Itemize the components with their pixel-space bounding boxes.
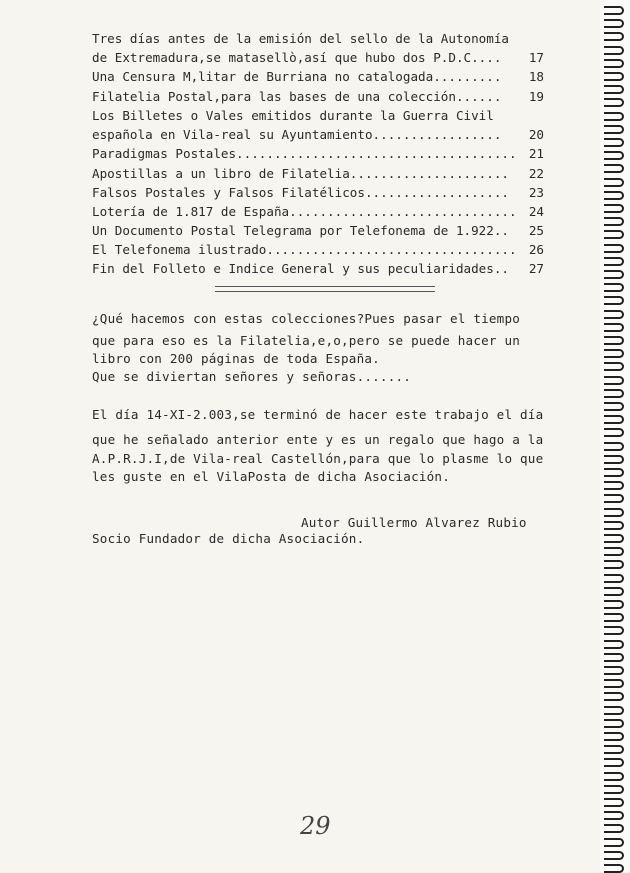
toc-entry-page: 18 [525,68,544,85]
toc-row [92,260,544,277]
spiral-ring [604,772,624,781]
spiral-ring [604,653,624,662]
toc-entry-page: 22 [525,165,544,182]
toc-entry-title: Los Billetes o Vales emitidos durante la Guerra Civil [92,108,494,123]
paragraph1-line-1: ¿Qué hacemos con estas colecciones?Pues pasar el tiempo [92,311,521,326]
toc-entry-title: Tres días antes de la emisión del sello de la Autonomía [92,31,510,46]
paragraph1-line-4: Que se diviertan señores y señoras....... [92,369,412,384]
toc-row [92,49,544,66]
spiral-ring [604,785,624,794]
spiral-ring [604,574,624,583]
paragraph2-line-1: El día 14-XI-2.003,se terminó de hacer este trabajo el día [92,407,544,422]
spiral-ring [604,851,624,860]
spiral-ring [604,455,624,464]
spiral-ring [604,600,624,609]
toc-entry-page: 20 [525,126,544,143]
paragraph1-line-3: libro con 200 páginas de toda España. [92,351,380,366]
spiral-ring [604,19,624,28]
spiral-ring [604,587,624,596]
spiral-ring [604,244,624,253]
spiral-ring [604,534,624,543]
spiral-ring [604,72,624,81]
toc-entry-page: 26 [525,241,544,258]
toc-entry-title: El Telefonema ilustrado................................. [92,242,517,257]
toc-row [92,222,544,239]
spiral-ring [604,389,624,398]
toc-entry-title: Un Documento Postal Telegrama por Telefonema de 1.922.. [92,223,510,238]
toc-entry-title: española en Vila-real su Ayuntamiento................. [92,127,502,142]
spiral-ring [604,349,624,358]
spiral-ring [604,204,624,213]
spiral-ring [604,468,624,477]
spiral-ring [604,125,624,134]
paragraph2-line-3: A.P.R.J.I,de Vila-real Castellón,para que lo plasme lo que [92,451,544,466]
spiral-ring [604,178,624,187]
spiral-ring [604,481,624,490]
toc-row [92,241,544,258]
toc-entry-title: Paradigmas Postales..................................... [92,146,517,161]
toc-row [92,68,544,85]
spiral-ring [604,666,624,675]
spiral-ring [604,217,624,226]
spiral-ring [604,547,624,556]
spiral-ring [604,824,624,833]
spiral-ring [604,138,624,147]
spiral-ring [604,283,624,292]
author-role: Socio Fundador de dicha Asociación. [92,531,365,546]
spiral-ring [604,679,624,688]
toc-entry-title: Lotería de 1.817 de España.............................. [92,204,517,219]
toc-entry-title: Apostillas a un libro de Filatelia..................... [92,166,510,181]
spiral-ring [604,323,624,332]
spiral-ring [604,230,624,239]
toc-entry-title: Falsos Postales y Falsos Filatélicos................... [92,185,510,200]
toc-row [92,145,544,162]
page-number: 29 [300,812,331,840]
spiral-ring [604,415,624,424]
spiral-ring [604,521,624,530]
spiral-ring [604,376,624,385]
spiral-ring [604,336,624,345]
toc-row [92,165,544,182]
toc-entry-title: Filatelia Postal,para las bases de una colección...... [92,89,502,104]
spiral-ring [604,362,624,371]
spiral-ring [604,151,624,160]
toc-entry-page: 19 [525,88,544,105]
spiral-ring [604,191,624,200]
spiral-ring [604,798,624,807]
toc-entry-page: 25 [525,222,544,239]
spiral-ring [604,613,624,622]
spiral-ring [604,811,624,820]
spiral-ring [604,428,624,437]
toc-entry-title: de Extremadura,se matasellò,así que hubo dos P.D.C.... [92,50,502,65]
spiral-ring [604,508,624,517]
spiral-ring [604,310,624,319]
spiral-ring [604,257,624,266]
toc-entry-page: 21 [525,145,544,162]
spiral-ring [604,719,624,728]
toc-entry-page: 27 [525,260,544,277]
spiral-ring [604,85,624,94]
spiral-ring [604,164,624,173]
spiral-ring [604,838,624,847]
author-name: Autor Guillermo Alvarez Rubio [301,515,527,530]
toc-row [92,88,544,105]
spiral-ring [604,706,624,715]
toc-row [92,30,544,47]
spiral-ring [604,494,624,503]
spiral-ring [604,6,624,15]
spiral-ring [604,296,624,305]
spiral-ring [604,626,624,635]
toc-row [92,107,544,124]
toc-entry-page: 23 [525,184,544,201]
spiral-ring [604,112,624,121]
toc-row [92,126,544,143]
spiral-ring [604,560,624,569]
spiral-ring [604,98,624,107]
toc-entry-page: 17 [525,49,544,66]
separator-rule [215,286,435,292]
spiral-ring [604,46,624,55]
toc-entry-title: Una Censura M,litar de Burriana no catalogada......... [92,69,502,84]
spiral-ring [604,59,624,68]
paragraph1-line-2: que para eso es la Filatelia,e,o,pero se puede hacer un [92,333,521,348]
toc-row [92,184,544,201]
paragraph2-line-4: les guste en el VilaPosta de dicha Asociación. [92,469,450,484]
spiral-ring [604,732,624,741]
spiral-ring [604,640,624,649]
spiral-ring [604,270,624,279]
toc-row [92,203,544,220]
toc-entry-page: 24 [525,203,544,220]
spiral-ring [604,402,624,411]
spiral-binding [600,0,630,872]
paragraph2-line-2: que he señalado anterior ente y es un regalo que hago a la [92,432,544,447]
spiral-ring [604,745,624,754]
spiral-ring [604,692,624,701]
toc-entry-title: Fin del Folleto e Indice General y sus peculiaridades.. [92,261,510,276]
spiral-ring [604,758,624,767]
spiral-ring [604,442,624,451]
spiral-ring [604,32,624,41]
